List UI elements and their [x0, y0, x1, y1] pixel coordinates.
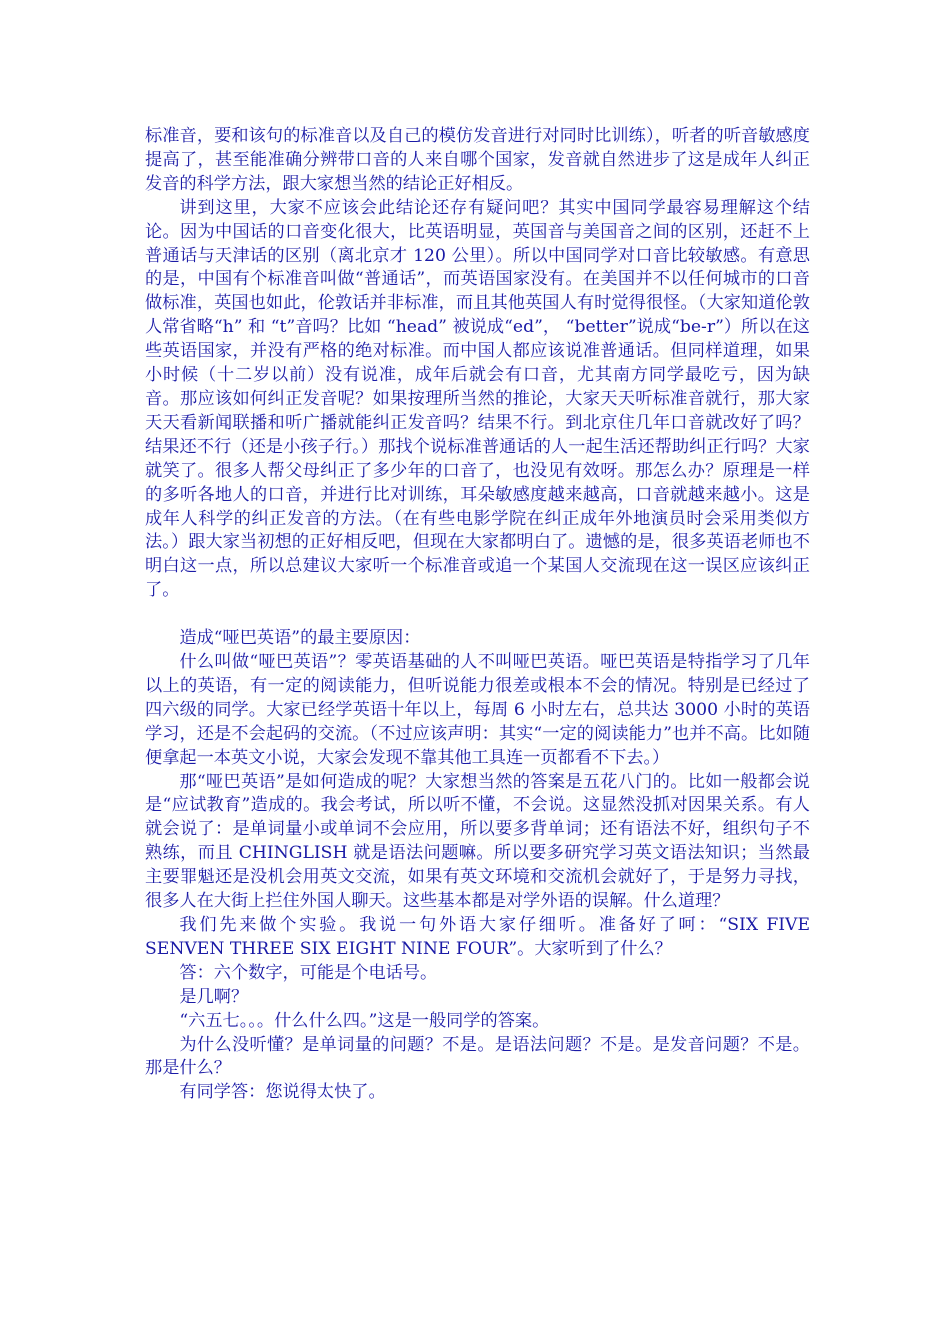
- paragraph: 答：六个数字，可能是个电话号。: [179, 962, 438, 983]
- paragraph: “六五七。。。什么什么四。”这是一般同学的答案。: [179, 1010, 550, 1031]
- paragraph: 是几啊？: [179, 986, 249, 1007]
- section-heading: 造成“哑巴英语”的最主要原因：: [179, 628, 421, 649]
- paragraph: 什么叫做“哑巴英语”？零英语基础的人不叫哑巴英语。哑巴英语是特指学习了几年以上的英语，有一定的阅读能力，但听说能力很差或根本不会的情况。特别是已经过了四六级的同学。大家已经学英语十年以上，每周 6 小时左右，总共达 3000 小时的英语学习，还是不会起码的交流。（不过应该声明：其实“一定的阅读能力”也并不高。比如随便拿起一本英文小说，大家会发现不靠其他工具连一页都看不下去。）: [145, 652, 810, 768]
- paragraph: 有同学答：您说得太快了。: [179, 1082, 386, 1103]
- paragraph: 我们先来做个实验。我说一句外语大家仔细听。准备好了呵：“SIX FIVE SENVEN THREE SIX EIGHT NINE FOUR”。大家听到了什么？: [145, 915, 810, 959]
- paragraph: 为什么没听懂？是单词量的问题？不是。是语法问题？不是。是发音问题？不是。那是什么？: [145, 1034, 810, 1079]
- paragraph: 那“哑巴英语”是如何造成的呢？大家想当然的答案是五花八门的。比如一般都会说是“应试教育”造成的。我会考试，所以听不懂，不会说。这显然没抓对因果关系。有人就会说了：是单词量小或单词不会应用，所以要多背单词；还有语法不好，组织句子不熟练，而且 CHINGLISH 就是语法问题嘛。所以要多研究学习英文语法知识；当然最主要罪魁还是没机会用英文交流，如果有英文环境和交流机会就好了，于是努力寻找，很多人在大街上拦住外国人聊天。这些基本都是对学外语的误解。什么道理？: [145, 771, 810, 912]
- document-body: [145, 125, 810, 1105]
- paragraph: 标准音，要和该句的标准音以及自己的模仿发音进行对同时比训练），听者的听音敏感度提高了，甚至能准确分辨带口音的人来自哪个国家，发音就自然进步了这是成年人纠正发音的科学方法，跟大家想当然的结论正好相反。: [145, 126, 810, 194]
- paragraph-spacer: [145, 603, 810, 627]
- paragraph: 讲到这里，大家不应该会此结论还存有疑问吧？其实中国同学最容易理解这个结论。因为中国话的口音变化很大，比英语明显，英国音与美国音之间的区别，还赶不上普通话与天津话的区别（离北京才 120 公里）。所以中国同学对口音比较敏感。有意思的是，中国有个标准音叫做“普通话”，而英语国家没有。在美国并不以任何城市的口音做标准，英国也如此，伦敦话并非标准，而且其他英国人有时觉得很怪。（大家知道伦敦人常省略“h” 和 “t”音吗？比如 “head” 被说成“ed”， “better”说成“be-r”）所以在这些英语国家，并没有严格的绝对标准。而中国人都应该说准普通话。但同样道理，如果小时候（十二岁以前）没有说准，成年后就会有口音，尤其南方同学最吃亏，因为缺音。那应该如何纠正发音呢？如果按理所当然的推论，大家天天听标准音就行，那大家天天看新闻联播和听广播就能纠正发音吗？结果不行。到北京住几年口音就改好了吗？结果还不行（还是小孩子行。）那找个说标准普通话的人一起生活还帮助纠正行吗？大家就笑了。很多人帮父母纠正了多少年的口音了，也没见有效呀。那怎么办？原理是一样的多听各地人的口音，并进行比对训练，耳朵敏感度越来越高，口音就越来越小。这是成年人科学的纠正发音的方法。（在有些电影学院在纠正成年外地演员时会采用类似方法。）跟大家当初想的正好相反吧，但现在大家都明白了。遗憾的是，很多英语老师也不明白这一点，所以总建议大家听一个标准音或追一个某国人交流现在这一误区应该纠正了。: [145, 197, 810, 601]
